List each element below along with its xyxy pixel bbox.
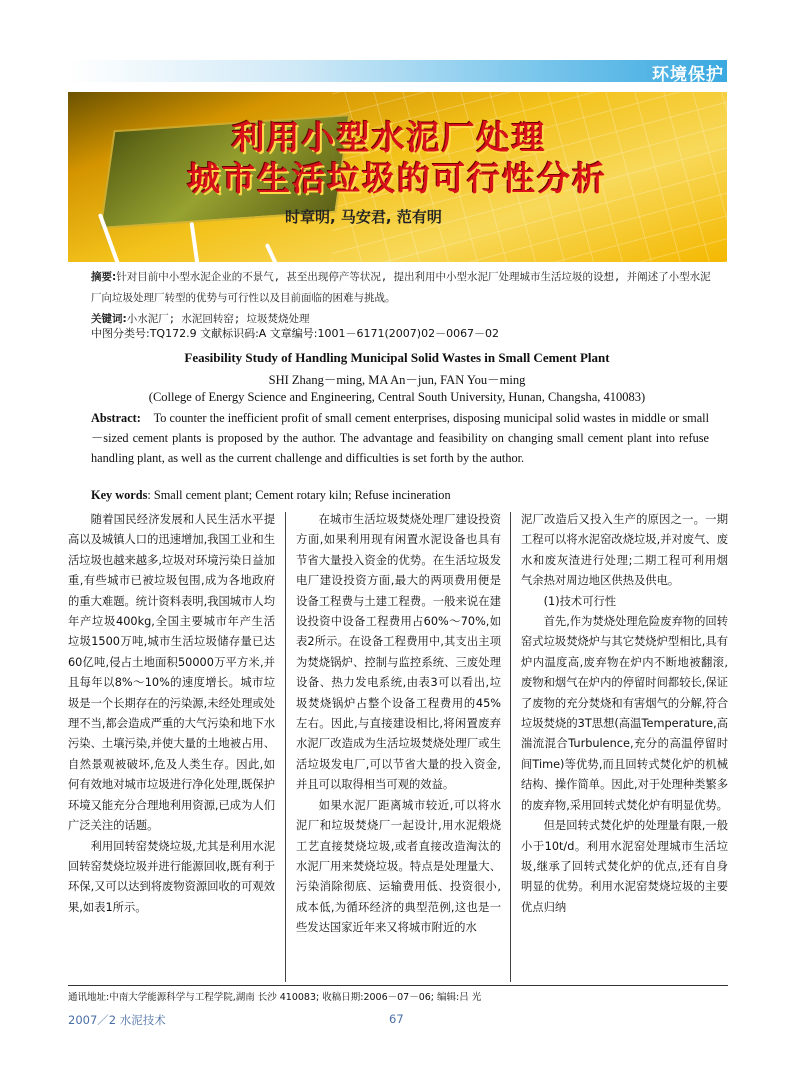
hero-arrow-decoration (265, 243, 286, 262)
abstract-label: 摘要: (91, 271, 117, 283)
classification-line: 中图分类号:TQ172.9 文献标识码:A 文章编号:1001－6171(2007)02－0067－02 (91, 327, 500, 340)
article-authors: 时章明, 马安君, 范有明 (285, 208, 442, 226)
body-paragraph: 如果水泥厂距离城市较近,可以将水泥厂和垃圾焚烧厂一起设计,用水泥煅烧工艺直接焚烧垃圾,或者直接改造淘汰的水泥厂用来焚烧垃圾。特点是处理量大、污染消除彻底、运输费用低、投资很小,成本低,为循环经济的典型范例,这也是一些发达国家近年来又将城市附近的水 (296, 798, 501, 935)
english-keywords (91, 488, 451, 503)
abstract-text: 针对目前中小型水泥企业的不景气, 甚至出现停产等状况, 提出利用中小型水泥厂处理城市生活垃圾的设想, 并阐述了小型水泥厂向垃圾处理厂转型的优势与可行性以及目前面临的困难与挑战。 (91, 271, 711, 304)
english-authors: SHI Zhang－ming, MA An－jun, FAN You－ming (268, 373, 526, 387)
column-divider (285, 512, 286, 982)
article-title-line2: 城市生活垃圾的可行性分析 (187, 159, 607, 198)
hero-arrow-decoration (190, 222, 201, 262)
body-paragraph: 在城市生活垃圾焚烧处理厂建设投资方面,如果利用现有闲置水泥设备也具有节省大量投入资金的优势。在生活垃圾发电厂建设投资方面,最大的两项费用便是设备工程费与土建工程费。一般来说在建设投资中设备工程费用占60%～70%,如表2所示。在设备工程费用中,其支出主项为焚烧锅炉、控制与监控系统、三废处理设备、热力发电系统,由表3可以看出,垃圾焚烧锅炉占整个设备工程费用的45%左右。因此,与直接建设相比,将闲置废弃水泥厂改造成为生活垃圾焚烧处理厂或生活垃圾发电厂,可以节省大量的投入资金,并且可以取得相当可观的效益。 (296, 513, 501, 792)
body-paragraph: 随着国民经济发展和人民生活水平提高以及城镇人口的迅速增加,我国工业和生活垃圾也越来越多,垃圾对环境污染日益加重,有些城市已被垃圾包围,成为各地政府的重大难题。统计资料表明,我国城市人均年产垃圾400kg,全国主要城市年产生活垃圾1500万吨,城市生活垃圾储存量已达60亿吨,侵占土地面积50000万平方米,并且每年以8%～10%的速度增长。城市垃圾是一个长期存在的污染源,未经处理或处理不当,都会造成严重的大气污染和地下水污染、土壤污染,并使大量的土地被占用、自然景观被破坏,危及人类生存。因此,如何有效地对城市垃圾进行净化处理,既保护环境又能充分合理地利用资源,已成为人们广泛关注的话题。 (68, 513, 275, 833)
english-keywords-label: Key words (91, 488, 148, 502)
english-abstract (91, 408, 709, 468)
body-paragraph: 泥厂改造后又投入生产的原因之一。一期工程可以将水泥窑改烧垃圾,并对废气、废水和废灰渣进行处理;二期工程可利用烟气余热对周边地区供热及供电。 (521, 513, 728, 588)
english-title: Feasibility Study of Handling Municipal Solid Wastes in Small Cement Plant (184, 350, 610, 365)
section-header-bar (68, 60, 727, 82)
section-label: 环境保护 (652, 65, 724, 85)
chinese-abstract (91, 267, 713, 330)
body-column-3 (521, 510, 728, 918)
keywords-label: 关键词: (91, 313, 127, 325)
english-abstract-label: Abstract: (91, 411, 141, 425)
section-heading: (1)技术可行性 (543, 594, 617, 608)
body-paragraph: 首先,作为焚烧处理危险废弃物的回转窑式垃圾焚烧炉与其它焚烧炉型相比,具有炉内温度高,废弃物在炉内不断地被翻滚,废物和烟气在炉内的停留时间都较长,保证了废物的充分焚烧和有害烟气的分解,符合垃圾焚烧的3T思想(高温Temperature,高湍流混合Turbulence,充分的高温停留时间Time)等优势,而且回转式焚化炉的机械结构、操作简单。因此,对于处理种类繁多的废弃物,采用回转式焚化炉有明显优势。 (521, 615, 728, 812)
footnote-divider (68, 985, 728, 986)
english-affiliation: (College of Energy Science and Engineering, Central South University, Hunan, Changsha, 410083) (148, 390, 646, 404)
page-number: 67 (389, 1012, 404, 1026)
keywords-text: 小水泥厂; 水泥回转窑; 垃圾焚烧处理 (126, 313, 310, 325)
english-keywords-text: : Small cement plant; Cement rotary kiln; Refuse incineration (147, 488, 451, 502)
body-paragraph: 但是回转式焚化炉的处理量有限,一般小于10t/d。利用水泥窑处理城市生活垃圾,继承了回转式焚化炉的优点,还有自身明显的优势。利用水泥窑焚烧垃圾的主要优点归纳 (521, 819, 728, 914)
column-divider (510, 512, 511, 982)
body-paragraph: 利用回转窑焚烧垃圾,尤其是利用水泥回转窑焚烧垃圾并进行能源回收,既有利于环保,又可以达到将废物资源回收的可观效果,如表1所示。 (68, 839, 275, 914)
journal-footer: 2007／2 水泥技术 (68, 1013, 166, 1027)
footnote: 通讯地址:中南大学能源科学与工程学院,湖南 长沙 410083; 收稿日期:2006－07－06; 编辑:吕 光 (68, 992, 482, 1003)
english-abstract-text: To counter the inefficient profit of small cement enterprises, disposing municipal solid wastes in middle or small－sized cement plants is proposed by the author. The advantage and feasibility on changing small cement plant into refuse handling plant, as well as the current challenge and difficulties is set forth by the author. (91, 411, 710, 465)
article-title-line1: 利用小型水泥厂处理 (231, 118, 547, 157)
body-column-1 (68, 510, 275, 918)
body-column-2 (296, 510, 501, 939)
